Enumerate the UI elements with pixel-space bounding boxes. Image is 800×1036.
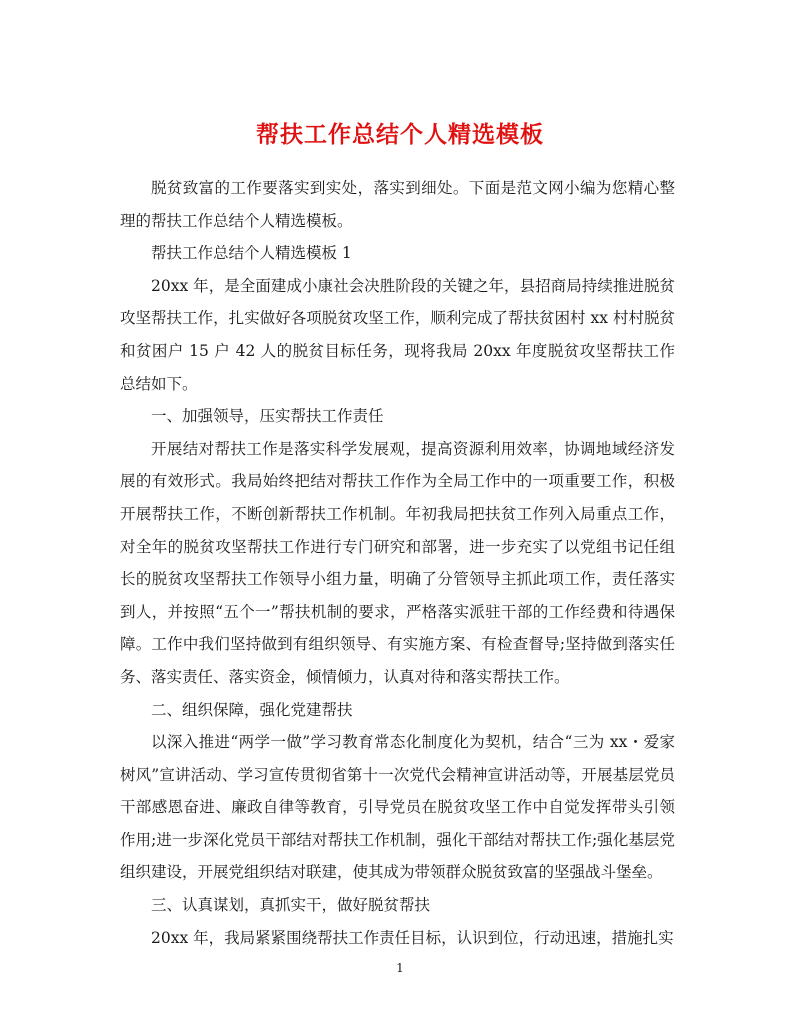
document-title: 帮扶工作总结个人精选模板	[256, 121, 544, 149]
body-paragraph: 开展结对帮扶工作是落实科学发展观，提高资源利用效率，协调地域经济发展的有效形式。我局始终把结对帮扶工作作为全局工作中的一项重要工作，积极开展帮扶工作，不断创新帮扶工作机制。年初我局把扶贫工作列入局重点工作，对全年的脱贫攻坚帮扶工作进行专门研究和部署，进一步充实了以党组书记任组长的脱贫攻坚帮扶工作领导小组力量，明确了分管领导主抓此项工作，责任落实到人，并按照“五个一”帮扶机制的要求，严格落实派驻干部的工作经费和待遇保障。工作中我们坚持做到有组织领导、有实施方案、有检查督导;坚持做到落实任务、落实责任、落实资金，倾情倾力，认真对待和落实帮扶工作。	[120, 439, 675, 686]
intro-paragraph: 脱贫致富的工作要落实到实处，落实到细处。下面是范文网小编为您精心整理的帮扶工作总结个人精选模板。	[120, 179, 675, 230]
body-paragraph: 20xx 年，我局紧紧围绕帮扶工作责任目标，认识到位，行动迅速，措施扎实	[151, 928, 674, 947]
section-heading: 二、组织保障，强化党建帮扶	[151, 700, 353, 719]
document-body	[120, 172, 675, 954]
section-heading: 帮扶工作总结个人精选模板 1	[151, 244, 352, 263]
section-heading: 一、加强领导，压实帮扶工作责任	[151, 407, 384, 426]
section-heading: 三、认真谋划，真抓实干，做好脱贫帮扶	[151, 896, 431, 915]
page-number: 1	[396, 961, 404, 975]
body-paragraph: 以深入推进“两学一做”学习教育常态化制度化为契机，结合“三为 xx・爱家树风”宣讲活动、学习宣传贯彻省第十一次党代会精神宣讲活动等，开展基层党员干部感恩奋进、廉政自律等教育，引导党员在脱贫攻坚工作中自觉发挥带头引领作用;进一步深化党员干部结对帮扶工作机制，强化干部结对帮扶工作;强化基层党组织建设，开展党组织结对联建，使其成为带领群众脱贫致富的坚强战斗堡垒。	[120, 733, 675, 882]
body-paragraph: 20xx 年，是全面建成小康社会决胜阶段的关键之年，县招商局持续推进脱贫攻坚帮扶工作，扎实做好各项脱贫攻坚工作，顺利完成了帮扶贫困村 xx 村村脱贫和贫困户 15 户 42 人的脱贫目标任务，现将我局 20xx 年度脱贫攻坚帮扶工作总结如下。	[120, 276, 675, 393]
